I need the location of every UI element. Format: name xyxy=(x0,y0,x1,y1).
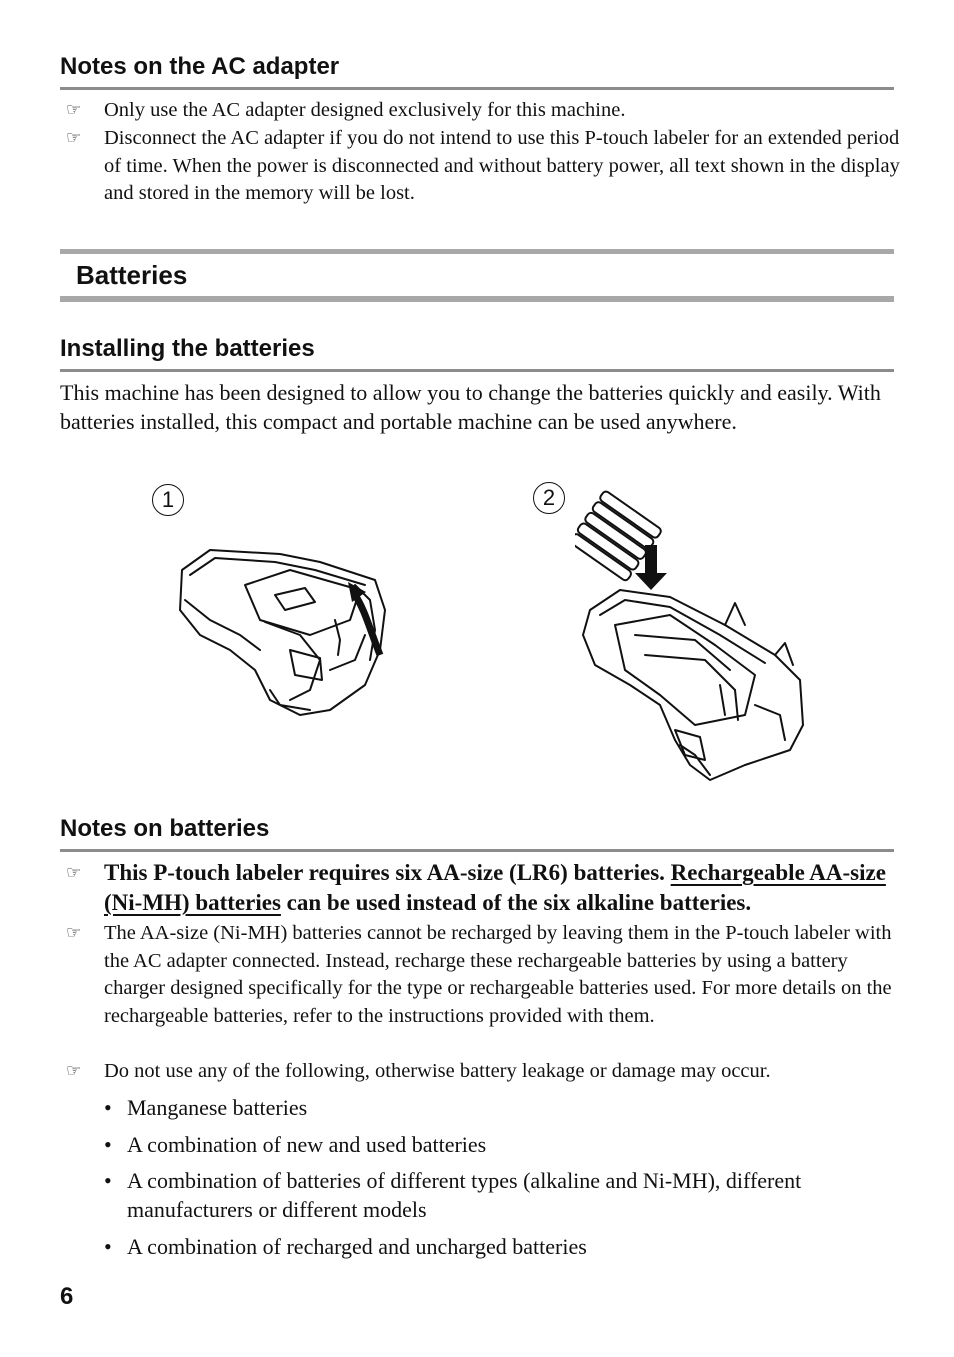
page-number: 6 xyxy=(60,1283,74,1310)
list-item: • A combination of batteries of different types (alkaline and Ni-MH), different manufacturers or different models xyxy=(104,1168,802,1222)
pointing-hand-icon: ☞ xyxy=(66,128,82,148)
bullet-icon: • xyxy=(104,1234,112,1259)
batteries-insert-illustration xyxy=(575,475,810,785)
battery-note-3: ☞ Do not use any of the following, otherwise battery leakage or damage may occur. xyxy=(60,1058,900,1086)
installing-intro: This machine has been designed to allow you to change the batteries quickly and easily. With batteries installed, this compact and portable machine can be used anywhere. xyxy=(60,380,881,434)
step-2-number: 2 xyxy=(533,482,565,514)
list-item: • A combination of new and used batteries xyxy=(104,1132,487,1157)
list-item: • Manganese batteries xyxy=(104,1095,308,1120)
ac-adapter-note-1: ☞ Only use the AC adapter designed exclusively for this machine. xyxy=(60,97,900,125)
pointing-hand-icon: ☞ xyxy=(66,923,82,943)
pointing-hand-icon: ☞ xyxy=(66,100,82,120)
bullet-icon: • xyxy=(104,1168,112,1193)
battery-note-1: ☞ This P-touch labeler requires six AA-size (LR6) batteries. Rechargeable AA-size (Ni-MH) batteries can be used instead of the six alkaline batteries. xyxy=(66,860,886,915)
list-item: • A combination of recharged and uncharged batteries xyxy=(104,1234,587,1259)
bullet-icon: • xyxy=(104,1095,112,1120)
battery-note-2: ☞ The AA-size (Ni-MH) batteries cannot be recharged by leaving them in the P-touch labeler with the AC adapter connected. Instead, recharge these rechargeable batteries by using a battery charger designed specifically for the type or rechargeable batteries used. For more details on the rechargeable batteries, refer to the instructions provided with them. xyxy=(66,922,892,1027)
pointing-hand-icon: ☞ xyxy=(66,863,82,883)
labeler-cover-open-illustration xyxy=(170,540,400,720)
bullet-icon: • xyxy=(104,1132,112,1157)
pointing-hand-icon: ☞ xyxy=(66,1061,82,1081)
step-1-number: 1 xyxy=(152,484,184,516)
notes-on-batteries-heading: Notes on batteries xyxy=(60,815,894,852)
rechargeable-batteries-emphasis: Rechargeable AA-size (Ni-MH) batteries xyxy=(104,860,886,915)
installing-batteries-heading: Installing the batteries xyxy=(60,335,894,372)
ac-adapter-note-2: ☞ Disconnect the AC adapter if you do not intend to use this P-touch labeler for an extended period of time. When the power is disconnected and without battery power, all text shown in the display and stored in the memory will be lost. xyxy=(66,127,900,204)
batteries-section-title: Batteries xyxy=(60,249,894,302)
ac-adapter-heading: Notes on the AC adapter xyxy=(60,53,894,90)
